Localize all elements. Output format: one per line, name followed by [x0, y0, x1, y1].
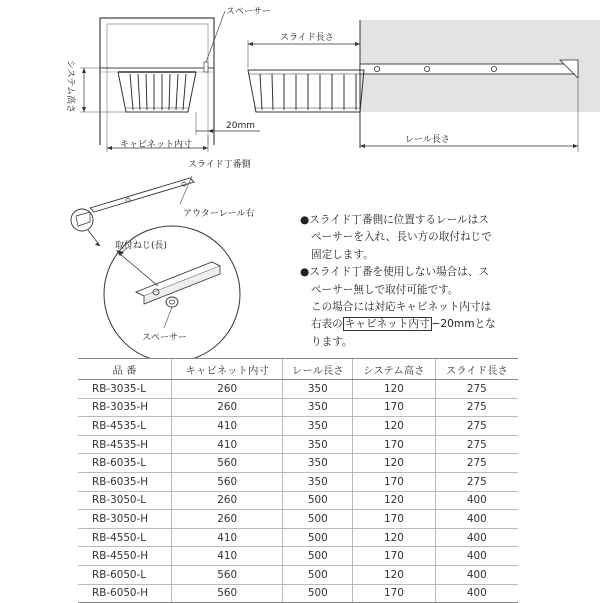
note-2-line-3: この場合には対応キャビネット内寸は	[311, 301, 492, 314]
cell: 170	[353, 547, 436, 566]
table-row	[78, 398, 518, 417]
cell: 170	[353, 435, 436, 454]
slide-hinge-side-label: スライド丁番側	[188, 160, 251, 170]
outer-rail-right-label: アウターレール右	[183, 209, 255, 219]
cell: RB-3035-H	[78, 398, 171, 417]
spacer-label-top: スペーサー	[226, 7, 272, 17]
note-1-line-3: 固定します。	[311, 248, 374, 261]
cell: 275	[435, 472, 518, 491]
cell: 260	[171, 491, 282, 510]
header-system-height: システム高さ	[353, 359, 436, 380]
mount-screw-label: 取付ねじ(長)	[115, 241, 168, 251]
cell: 170	[353, 472, 436, 491]
cell: 560	[171, 565, 282, 584]
cell: RB-6050-H	[78, 584, 171, 603]
rail-length-label: レール長さ	[405, 135, 450, 145]
cell: 560	[171, 472, 282, 491]
cell: 120	[353, 528, 436, 547]
cell: 400	[435, 510, 518, 529]
cell: RB-3035-L	[78, 380, 171, 399]
cell: 275	[435, 417, 518, 436]
header-rail-length: レール長さ	[283, 359, 353, 380]
table-row	[78, 435, 518, 454]
cell: RB-3050-L	[78, 491, 171, 510]
spec-table	[78, 358, 518, 603]
header-slide-length: スライド長さ	[435, 359, 518, 380]
table-row	[78, 510, 518, 529]
table-row	[78, 547, 518, 566]
cell: 500	[283, 491, 353, 510]
cell: 260	[171, 398, 282, 417]
cell: RB-6050-L	[78, 565, 171, 584]
cell: RB-4535-H	[78, 435, 171, 454]
note-1-line-2: ペーサーを入れ、長い方の取付ねじで	[311, 231, 492, 244]
cell: 400	[435, 491, 518, 510]
cell: 350	[283, 398, 353, 417]
table-row	[78, 528, 518, 547]
cell: RB-6035-H	[78, 472, 171, 491]
cell: 500	[283, 584, 353, 603]
note-1-line-1: ●スライド丁番側に位置するレールはス	[300, 214, 489, 226]
mm20-label: 20mm	[226, 121, 255, 131]
cell: 350	[283, 380, 353, 399]
table-row	[78, 380, 518, 399]
note-2-line-4-pre: 右表の	[311, 318, 343, 331]
cell: 400	[435, 547, 518, 566]
cabinet-inner-label: キャビネット内寸	[120, 140, 193, 150]
cell: 120	[353, 417, 436, 436]
cell: 500	[283, 510, 353, 529]
cell: 275	[435, 435, 518, 454]
spacer-detail-label: スペーサー	[142, 333, 188, 343]
cell: 410	[171, 528, 282, 547]
cell: 350	[283, 472, 353, 491]
note-2-line-2: ペーサー無しで取付可能です。	[311, 283, 459, 296]
table-row	[78, 491, 518, 510]
cell: 500	[283, 565, 353, 584]
cell: 120	[353, 491, 436, 510]
cell: 400	[435, 584, 518, 603]
system-height-label: システム高さ	[65, 60, 75, 114]
table-row	[78, 417, 518, 436]
note-2-line-5: ります。	[311, 335, 353, 348]
cell: 275	[435, 454, 518, 473]
cell: 500	[283, 528, 353, 547]
cell: 410	[171, 435, 282, 454]
cell: 400	[435, 565, 518, 584]
cell: 350	[283, 417, 353, 436]
cabinet-inner-box: キャビネット内寸	[344, 318, 430, 331]
cell: 560	[171, 584, 282, 603]
note-2-line-1: ●スライド丁番を使用しない場合は、ス	[300, 266, 490, 279]
cell: 350	[283, 454, 353, 473]
installation-notes	[300, 212, 598, 351]
basket-side	[248, 70, 364, 112]
header-cabinet-inner: キャビネット内寸	[171, 359, 282, 380]
cell: 350	[283, 435, 353, 454]
cell: 170	[353, 398, 436, 417]
cell: 120	[353, 454, 436, 473]
cell: 275	[435, 380, 518, 399]
cell: 120	[353, 380, 436, 399]
cell: RB-4535-L	[78, 417, 171, 436]
cell: RB-6035-L	[78, 454, 171, 473]
cell: 170	[353, 584, 436, 603]
table-row	[78, 454, 518, 473]
cell: 410	[171, 417, 282, 436]
table-row	[78, 565, 518, 584]
header-part-no: 品 番	[78, 359, 171, 380]
note-2-line-4	[300, 316, 598, 333]
cell: 275	[435, 398, 518, 417]
front-view-diagram	[0, 0, 260, 180]
basket-front	[118, 72, 196, 112]
cell: 500	[283, 547, 353, 566]
slide-length-label: スライド長さ	[280, 33, 334, 43]
cell: RB-4550-L	[78, 528, 171, 547]
cell: 170	[353, 510, 436, 529]
table-row	[78, 472, 518, 491]
cell: 410	[171, 547, 282, 566]
cell: RB-3050-H	[78, 510, 171, 529]
note-2-line-4-post: −20mmとな	[431, 318, 496, 331]
cell: 560	[171, 454, 282, 473]
cell: 400	[435, 528, 518, 547]
cell: 260	[171, 380, 282, 399]
table-header-row	[78, 359, 518, 380]
cell: 260	[171, 510, 282, 529]
cell: RB-4550-H	[78, 547, 171, 566]
cell: 120	[353, 565, 436, 584]
